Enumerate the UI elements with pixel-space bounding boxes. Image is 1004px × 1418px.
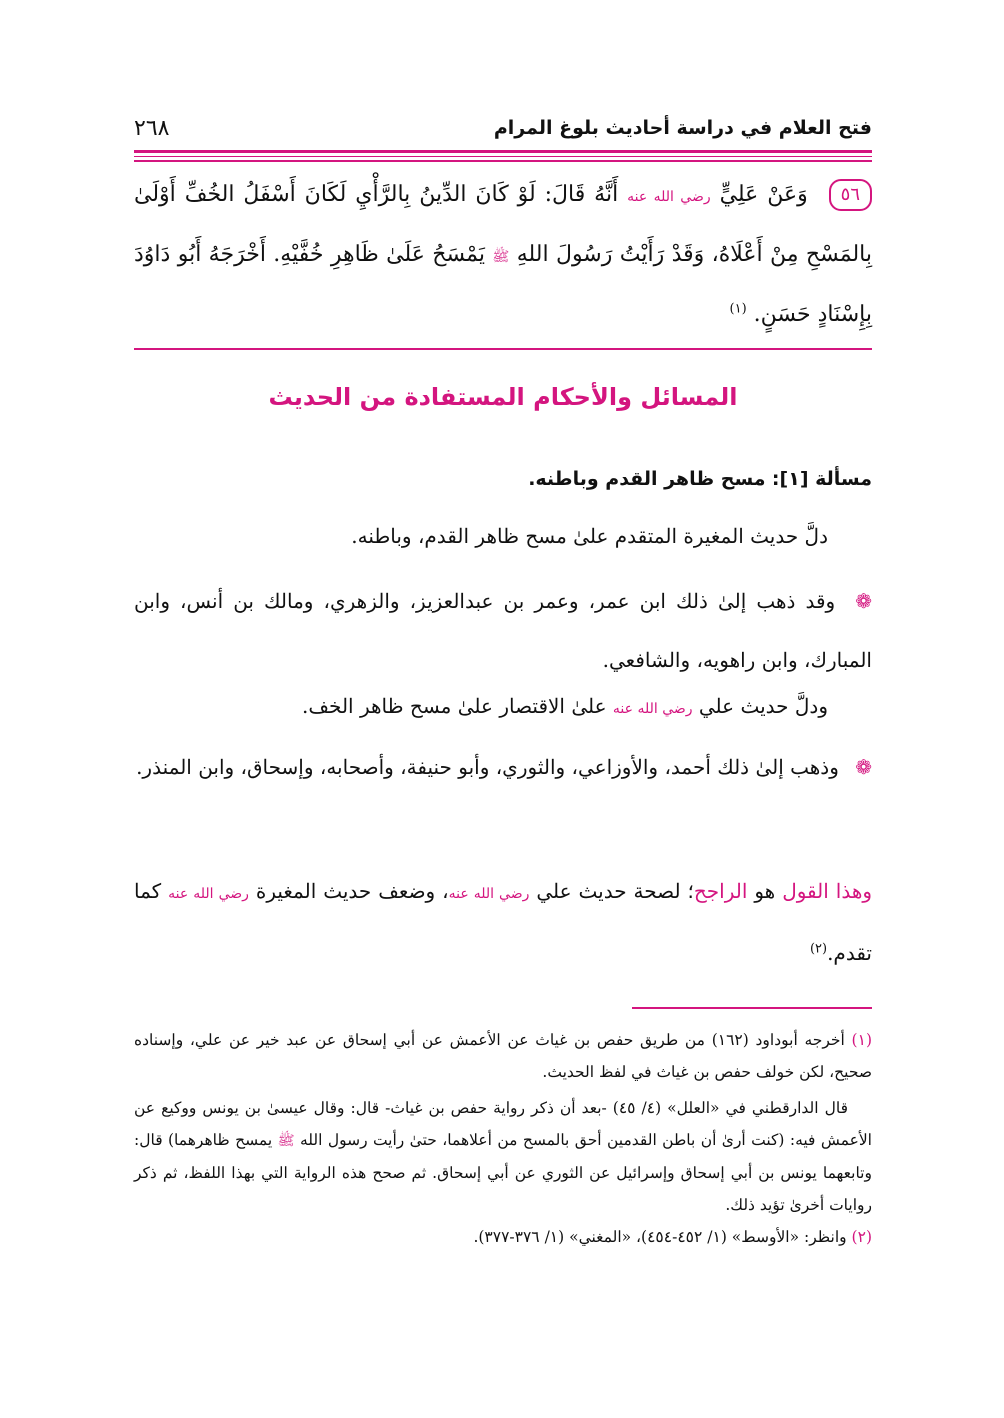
paragraph-3 — [134, 694, 872, 718]
footnote-2-text: وانظر: «الأوسط» (١/ ٤٥٢-٤٥٤)، «المغني» (١/ ٣٧٦-٣٧٧). — [473, 1228, 847, 1246]
flower-bullet-icon: ❁ — [855, 589, 873, 613]
header-rule-middle — [134, 156, 872, 157]
hadith-text-part-2: أَنَّهُ قَالَ: لَوْ كَانَ الدِّينُ بِالرَّأْيِ لَكَانَ أَسْفَلُ الخُفِّ أَوْلَىٰ بِالمَسْحِ مِنْ أَعْلَاهُ، وَقَدْ رَأَيْتُ رَسُولَ اللهِ — [134, 182, 873, 267]
footnote-ref-2[interactable]: (٢) — [809, 941, 828, 957]
hadith-text — [134, 166, 872, 343]
honorific-glyph: رضي الله عنه — [612, 701, 693, 717]
header-rule-top — [134, 150, 872, 153]
footnote-1-cont-text-b: يمسح ظاهرهما) قال: وتابعهما يونس بن أبي إسحاق وإسرائيل عن الثوري عن أبي إسحاق. ثم صحح هذه الرواية التي بهذا اللفظ، ثم ذكر روايات أخرىٰ تؤيد ذلك. — [134, 1131, 872, 1214]
footnote-1-number: (١) — [851, 1031, 872, 1049]
footnote-1-continuation — [134, 1092, 872, 1221]
paragraph-3-text-b: علىٰ الاقتصار علىٰ مسح ظاهر الخف. — [301, 694, 607, 718]
honorific-glyph: رضي الله عنه — [168, 886, 249, 902]
section-divider — [134, 348, 872, 350]
footnote-2-number: (٢) — [851, 1228, 872, 1246]
section-title: المسائل والأحكام المستفادة من الحديث — [268, 383, 738, 411]
paragraph-1: دلَّ حديث المغيرة المتقدم علىٰ مسح ظاهر القدم، وباطنه. — [351, 524, 828, 548]
masala-label: مسألة [١]: — [771, 468, 872, 490]
paragraph-5-text-a: هو — [754, 879, 776, 903]
highlight-preponderant: الراجح — [693, 879, 748, 903]
honorific-glyph: رضي الله عنه — [448, 886, 530, 902]
paragraph-5-text-c: ، وضعف حديث المغيرة — [255, 879, 449, 903]
footnote-separator — [632, 1007, 872, 1009]
masala-title: مسح ظاهر القدم وباطنه. — [528, 468, 766, 490]
highlight-this-opinion: وهذا القول — [782, 879, 873, 903]
honorific-glyph: رضي الله عنه — [627, 189, 711, 205]
hadith-text-part-1: وَعَنْ عَلِيٍّ — [719, 182, 808, 207]
paragraph-2 — [134, 572, 872, 690]
paragraph-5 — [134, 862, 872, 983]
paragraph-2-text: وقد ذهب إلىٰ ذلك ابن عمر، وعمر بن عبدالعزيز، والزهري، ومالك بن أنس، وابن المبارك، وابن راهويه، والشافعي. — [134, 589, 872, 672]
paragraph-4-text: وذهب إلىٰ ذلك أحمد، والأوزاعي، والثوري، وأبو حنيفة، وأصحابه، وإسحاق، وابن المنذر. — [136, 755, 839, 779]
hadith-number-badge: ٥٦ — [829, 179, 872, 211]
running-header — [134, 108, 872, 148]
header-rule-bottom — [134, 160, 872, 162]
paragraph-4 — [134, 738, 872, 797]
footnote-1-cont-text-a: قال الدارقطني في «العلل» (٤/ ٤٥) -بعد أن ذكر رواية حفص بن غياث- قال: وقال عيسىٰ بن يونس ووكيع عن الأعمش فيه: (كنت أرىٰ أن باطن القدمين أحق بالمسح من أعلاهما، حتىٰ رأيت رسول الله — [134, 1099, 872, 1149]
masala-heading — [134, 466, 872, 490]
paragraph-5-text-d: كما تقدم. — [134, 879, 872, 965]
paragraph-5-text-b: ؛ لصحة حديث علي — [536, 879, 694, 903]
footnotes — [134, 1024, 872, 1253]
flower-bullet-icon: ❁ — [855, 755, 872, 779]
page-number: ٢٦٨ — [134, 115, 170, 141]
salawat-glyph: ﷺ — [277, 1133, 295, 1149]
salawat-glyph: ﷺ — [492, 249, 510, 265]
footnote-ref-1[interactable]: (١) — [729, 301, 747, 317]
book-title: فتح العلام في دراسة أحاديث بلوغ المرام — [493, 117, 872, 139]
footnote-2 — [134, 1221, 872, 1253]
hadith-text-part-3: يَمْسَحُ عَلَىٰ ظَاهِرِ خُفَّيْهِ. أَخْرَجَهُ أَبُو دَاوُدَ بِإِسْنَادٍ حَسَنٍ. — [134, 242, 872, 327]
footnote-1-text: أخرجه أبوداود (١٦٢) من طريق حفص بن غياث عن الأعمش عن أبي إسحاق عن عبد خير عن علي، وإسناده صحيح، لكن خولف حفص بن غياث في لفظ الحديث. — [134, 1031, 872, 1081]
paragraph-3-text-a: ودلَّ حديث علي — [698, 694, 828, 718]
footnote-1 — [134, 1024, 872, 1088]
